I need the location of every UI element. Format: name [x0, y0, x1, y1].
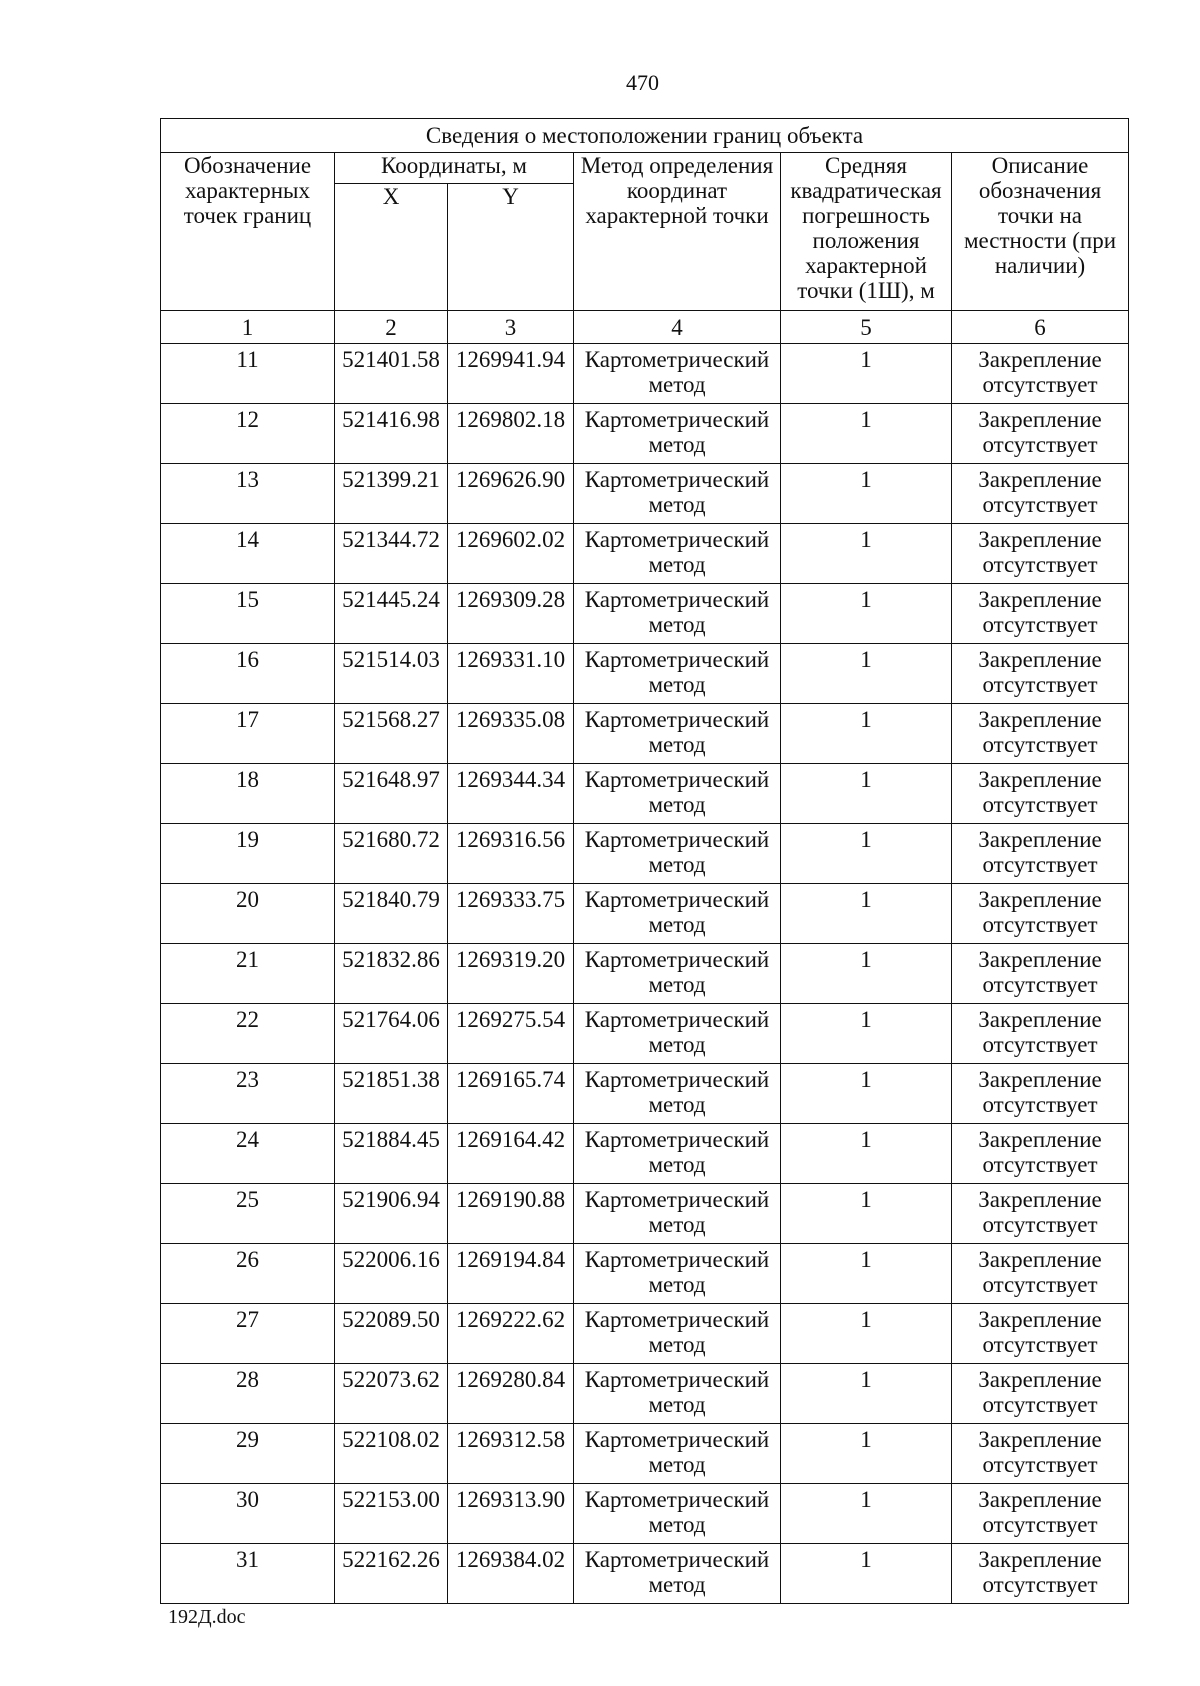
table-row: [161, 764, 1129, 824]
method-cell: Картометрический метод: [574, 824, 781, 884]
point-cell: 19: [161, 824, 335, 884]
error-cell: 1: [781, 584, 952, 644]
x-coordinate-cell: 522089.50: [335, 1304, 448, 1364]
error-cell: 1: [781, 1064, 952, 1124]
table-row: [161, 1304, 1129, 1364]
y-coordinate-cell: 1269190.88: [448, 1184, 574, 1244]
y-coordinate-cell: 1269602.02: [448, 524, 574, 584]
x-coordinate-cell: 521906.94: [335, 1184, 448, 1244]
point-cell: 25: [161, 1184, 335, 1244]
error-cell: 1: [781, 1484, 952, 1544]
description-cell: Закрепление отсутствует: [952, 344, 1129, 404]
description-cell: Закрепление отсутствует: [952, 1484, 1129, 1544]
y-coordinate-cell: 1269335.08: [448, 704, 574, 764]
y-coordinate-cell: 1269275.54: [448, 1004, 574, 1064]
x-coordinate-cell: 522073.62: [335, 1364, 448, 1424]
description-cell: Закрепление отсутствует: [952, 1544, 1129, 1604]
y-coordinate-cell: 1269331.10: [448, 644, 574, 704]
x-coordinate-cell: 521680.72: [335, 824, 448, 884]
error-cell: 1: [781, 944, 952, 1004]
x-coordinate-cell: 521832.86: [335, 944, 448, 1004]
x-coordinate-cell: 521514.03: [335, 644, 448, 704]
column-number: 5: [781, 311, 952, 344]
point-cell: 14: [161, 524, 335, 584]
description-cell: Закрепление отсутствует: [952, 704, 1129, 764]
point-cell: 28: [161, 1364, 335, 1424]
point-cell: 23: [161, 1064, 335, 1124]
x-coordinate-cell: 522108.02: [335, 1424, 448, 1484]
table-row: [161, 524, 1129, 584]
description-cell: Закрепление отсутствует: [952, 644, 1129, 704]
table-row: [161, 644, 1129, 704]
column-number: 4: [574, 311, 781, 344]
x-coordinate-cell: 521445.24: [335, 584, 448, 644]
point-cell: 17: [161, 704, 335, 764]
error-cell: 1: [781, 1124, 952, 1184]
point-cell: 11: [161, 344, 335, 404]
x-coordinate-cell: 521648.97: [335, 764, 448, 824]
table-title-row: [161, 119, 1129, 153]
description-cell: Закрепление отсутствует: [952, 584, 1129, 644]
y-coordinate-cell: 1269319.20: [448, 944, 574, 1004]
point-cell: 26: [161, 1244, 335, 1304]
method-cell: Картометрический метод: [574, 1484, 781, 1544]
y-coordinate-cell: 1269164.42: [448, 1124, 574, 1184]
table-row: [161, 404, 1129, 464]
method-cell: Картометрический метод: [574, 344, 781, 404]
y-coordinate-cell: 1269802.18: [448, 404, 574, 464]
column-number: 1: [161, 311, 335, 344]
x-coordinate-cell: 521399.21: [335, 464, 448, 524]
header-error: Средняя квадратическая погрешность положения характерной точки (1Ш), м: [781, 153, 952, 311]
x-coordinate-cell: 521344.72: [335, 524, 448, 584]
header-row: [161, 153, 1129, 184]
table-row: [161, 1484, 1129, 1544]
error-cell: 1: [781, 1304, 952, 1364]
point-cell: 22: [161, 1004, 335, 1064]
header-x: X: [335, 184, 448, 311]
y-coordinate-cell: 1269194.84: [448, 1244, 574, 1304]
table-row: [161, 584, 1129, 644]
description-cell: Закрепление отсутствует: [952, 404, 1129, 464]
header-point: Обозначение характерных точек границ: [161, 153, 335, 311]
method-cell: Картометрический метод: [574, 524, 781, 584]
x-coordinate-cell: 522153.00: [335, 1484, 448, 1544]
description-cell: Закрепление отсутствует: [952, 884, 1129, 944]
header-method: Метод определения координат характерной точки: [574, 153, 781, 311]
y-coordinate-cell: 1269384.02: [448, 1544, 574, 1604]
y-coordinate-cell: 1269309.28: [448, 584, 574, 644]
method-cell: Картометрический метод: [574, 404, 781, 464]
footer-filename: 192Д.doc: [168, 1606, 246, 1628]
y-coordinate-cell: 1269316.56: [448, 824, 574, 884]
method-cell: Картометрический метод: [574, 1124, 781, 1184]
column-number: 3: [448, 311, 574, 344]
table-row: [161, 1364, 1129, 1424]
error-cell: 1: [781, 644, 952, 704]
description-cell: Закрепление отсутствует: [952, 764, 1129, 824]
table-row: [161, 884, 1129, 944]
table-row: [161, 1544, 1129, 1604]
table-row: [161, 1064, 1129, 1124]
error-cell: 1: [781, 524, 952, 584]
y-coordinate-cell: 1269312.58: [448, 1424, 574, 1484]
description-cell: Закрепление отсутствует: [952, 1124, 1129, 1184]
error-cell: 1: [781, 824, 952, 884]
table-row: [161, 464, 1129, 524]
x-coordinate-cell: 521884.45: [335, 1124, 448, 1184]
y-coordinate-cell: 1269333.75: [448, 884, 574, 944]
error-cell: 1: [781, 764, 952, 824]
description-cell: Закрепление отсутствует: [952, 464, 1129, 524]
method-cell: Картометрический метод: [574, 584, 781, 644]
point-cell: 24: [161, 1124, 335, 1184]
point-cell: 31: [161, 1544, 335, 1604]
error-cell: 1: [781, 1244, 952, 1304]
y-coordinate-cell: 1269313.90: [448, 1484, 574, 1544]
error-cell: 1: [781, 464, 952, 524]
error-cell: 1: [781, 404, 952, 464]
method-cell: Картометрический метод: [574, 704, 781, 764]
point-cell: 16: [161, 644, 335, 704]
table-row: [161, 1184, 1129, 1244]
y-coordinate-cell: 1269626.90: [448, 464, 574, 524]
point-cell: 29: [161, 1424, 335, 1484]
description-cell: Закрепление отсутствует: [952, 1424, 1129, 1484]
method-cell: Картометрический метод: [574, 1004, 781, 1064]
table-row: [161, 1244, 1129, 1304]
description-cell: Закрепление отсутствует: [952, 524, 1129, 584]
error-cell: 1: [781, 1364, 952, 1424]
point-cell: 12: [161, 404, 335, 464]
method-cell: Картометрический метод: [574, 944, 781, 1004]
x-coordinate-cell: 521851.38: [335, 1064, 448, 1124]
error-cell: 1: [781, 344, 952, 404]
y-coordinate-cell: 1269344.34: [448, 764, 574, 824]
y-coordinate-cell: 1269941.94: [448, 344, 574, 404]
error-cell: 1: [781, 884, 952, 944]
description-cell: Закрепление отсутствует: [952, 944, 1129, 1004]
description-cell: Закрепление отсутствует: [952, 1244, 1129, 1304]
x-coordinate-cell: 522162.26: [335, 1544, 448, 1604]
x-coordinate-cell: 521840.79: [335, 884, 448, 944]
page-number: 470: [626, 70, 659, 95]
header-y: Y: [448, 184, 574, 311]
method-cell: Картометрический метод: [574, 1304, 781, 1364]
point-cell: 21: [161, 944, 335, 1004]
error-cell: 1: [781, 1184, 952, 1244]
boundary-coordinates-table: [160, 118, 1129, 1604]
y-coordinate-cell: 1269280.84: [448, 1364, 574, 1424]
error-cell: 1: [781, 704, 952, 764]
y-coordinate-cell: 1269222.62: [448, 1304, 574, 1364]
table-title: Сведения о местоположении границ объекта: [161, 119, 1129, 153]
method-cell: Картометрический метод: [574, 1544, 781, 1604]
error-cell: 1: [781, 1004, 952, 1064]
description-cell: Закрепление отсутствует: [952, 1184, 1129, 1244]
column-number: 6: [952, 311, 1129, 344]
x-coordinate-cell: 521416.98: [335, 404, 448, 464]
description-cell: Закрепление отсутствует: [952, 1304, 1129, 1364]
column-number: 2: [335, 311, 448, 344]
method-cell: Картометрический метод: [574, 644, 781, 704]
table-body: [161, 119, 1129, 1604]
error-cell: 1: [781, 1424, 952, 1484]
method-cell: Картометрический метод: [574, 1184, 781, 1244]
method-cell: Картометрический метод: [574, 764, 781, 824]
table-row: [161, 704, 1129, 764]
description-cell: Закрепление отсутствует: [952, 1004, 1129, 1064]
table-row: [161, 824, 1129, 884]
description-cell: Закрепление отсутствует: [952, 824, 1129, 884]
method-cell: Картометрический метод: [574, 884, 781, 944]
point-cell: 13: [161, 464, 335, 524]
point-cell: 18: [161, 764, 335, 824]
table-row: [161, 1424, 1129, 1484]
point-cell: 30: [161, 1484, 335, 1544]
y-coordinate-cell: 1269165.74: [448, 1064, 574, 1124]
x-coordinate-cell: 521401.58: [335, 344, 448, 404]
table-row: [161, 344, 1129, 404]
description-cell: Закрепление отсутствует: [952, 1364, 1129, 1424]
table-row: [161, 1124, 1129, 1184]
column-numbers-row: [161, 311, 1129, 344]
point-cell: 20: [161, 884, 335, 944]
method-cell: Картометрический метод: [574, 464, 781, 524]
method-cell: Картометрический метод: [574, 1064, 781, 1124]
x-coordinate-cell: 521568.27: [335, 704, 448, 764]
table-row: [161, 944, 1129, 1004]
method-cell: Картометрический метод: [574, 1364, 781, 1424]
x-coordinate-cell: 522006.16: [335, 1244, 448, 1304]
point-cell: 27: [161, 1304, 335, 1364]
header-description: Описание обозначения точки на местности (при наличии): [952, 153, 1129, 311]
method-cell: Картометрический метод: [574, 1424, 781, 1484]
method-cell: Картометрический метод: [574, 1244, 781, 1304]
error-cell: 1: [781, 1544, 952, 1604]
header-coordinates: Координаты, м: [335, 153, 574, 184]
x-coordinate-cell: 521764.06: [335, 1004, 448, 1064]
point-cell: 15: [161, 584, 335, 644]
table-row: [161, 1004, 1129, 1064]
description-cell: Закрепление отсутствует: [952, 1064, 1129, 1124]
